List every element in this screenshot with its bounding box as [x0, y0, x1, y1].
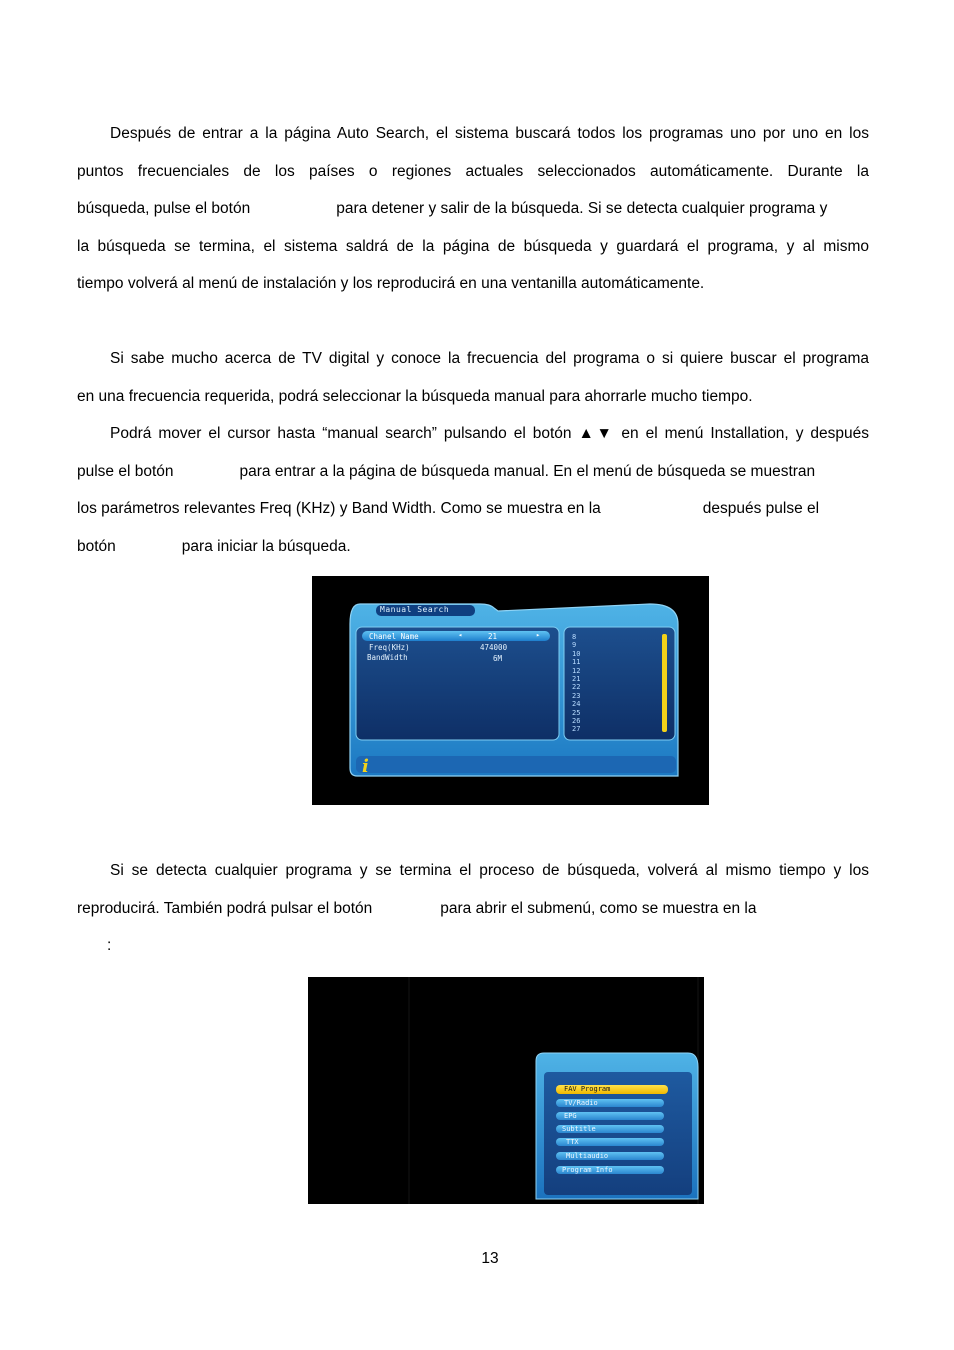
text-fragment: para entrar a la página de búsqueda manual. En el menú de búsqueda se muestran — [239, 462, 816, 480]
text-fragment: para iniciar la búsqueda. — [181, 537, 351, 555]
submenu-item-ttx[interactable]: TTX — [566, 1138, 579, 1146]
text-line: la búsqueda se termina, el sistema saldrá de la página de búsqueda y guardará el programa, y al mismo — [77, 237, 869, 255]
text-line: puntos frecuenciales de los países o regiones actuales seleccionados automáticamente. Durante la — [77, 162, 869, 180]
submenu-screenshot — [308, 977, 704, 1204]
channel-list-item[interactable]: 21 — [572, 675, 581, 684]
manual-search-panel — [312, 576, 709, 805]
paragraph-submenu — [77, 852, 869, 965]
info-i-icon[interactable]: i — [362, 756, 369, 777]
channel-list — [572, 633, 580, 734]
channel-list-item[interactable]: 26 — [572, 717, 581, 726]
text-line — [77, 490, 869, 528]
text-line: : — [107, 937, 112, 954]
submenu-panel — [308, 977, 704, 1204]
text-line: en una frecuencia requerida, podrá seleccionar la búsqueda manual para ahorrarle mucho tiempo. — [77, 387, 753, 405]
screen-title-part: Search — [417, 605, 450, 614]
text-fragment: pulse el botón — [77, 462, 174, 480]
text-line: Podrá mover el cursor hasta “manual search” pulsando el botón ▲▼ en el menú Installation, y después — [110, 425, 869, 442]
channel-list-item[interactable]: 25 — [572, 708, 581, 717]
row-bandwidth-label: BandWidth — [367, 653, 408, 662]
text-line: Si sabe mucho acerca de TV digital y conoce la frecuencia del programa o si quiere buscar el programa — [110, 350, 869, 367]
channel-list-item[interactable]: 27 — [572, 725, 581, 734]
submenu-item-epg[interactable]: EPG — [564, 1112, 577, 1120]
screen-title-part: Manual — [380, 605, 412, 614]
channel-list-item[interactable]: 8 — [572, 633, 577, 641]
arrow-left-icon[interactable]: ◂ — [458, 631, 463, 639]
text-line — [77, 890, 869, 928]
submenu-item-subtitle[interactable]: Subtitle — [562, 1125, 596, 1133]
submenu-item-tv-radio[interactable]: TV/Radio — [564, 1099, 598, 1107]
paragraph-manual-search-intro — [77, 340, 869, 415]
text-line — [77, 528, 869, 566]
page-number: 13 — [481, 1250, 499, 1267]
text-fragment: para abrir el submenú, como se muestra en la — [440, 899, 757, 917]
text-fragment: después pulse el — [702, 500, 820, 517]
row-bandwidth-value[interactable]: 6M — [493, 654, 503, 663]
submenu-item-fav-program[interactable]: FAV Program — [564, 1085, 611, 1093]
channel-list-item[interactable]: 23 — [572, 691, 581, 700]
row-channel-name-value[interactable]: 21 — [488, 632, 498, 641]
channel-list-item[interactable]: 12 — [572, 666, 581, 675]
text-fragment: para detener y salir de la búsqueda. Si se detecta cualquier programa y — [336, 200, 828, 217]
arrow-right-icon[interactable]: ▸ — [536, 631, 541, 639]
paragraph-auto-search — [77, 115, 869, 303]
paragraph-manual-search-steps — [77, 415, 869, 565]
channel-list-item[interactable]: 11 — [572, 658, 581, 667]
submenu-item-program-info[interactable]: Program Info — [562, 1166, 613, 1174]
channel-list-item[interactable]: 10 — [572, 649, 581, 658]
text-line: Si se detecta cualquier programa y se termina el proceso de búsqueda, volverá al mismo tiempo y los — [110, 862, 869, 879]
text-fragment: los parámetros relevantes Freq (KHz) y Band Width. Como se muestra en la — [77, 500, 601, 517]
text-line — [77, 190, 869, 228]
screen-title — [380, 605, 449, 614]
submenu-item-multiaudio[interactable]: Multiaudio — [566, 1152, 609, 1160]
channel-list-item[interactable]: 9 — [572, 641, 577, 650]
manual-search-screenshot — [312, 576, 709, 805]
text-line: Después de entrar a la página Auto Search, el sistema buscará todos los programas uno por uno en los — [110, 125, 869, 142]
scrollbar — [662, 634, 667, 732]
text-fragment: búsqueda, pulse el botón — [77, 200, 251, 217]
text-fragment: reproducirá. También podrá pulsar el botón — [77, 899, 373, 917]
text-fragment: botón — [77, 537, 116, 555]
text-line — [77, 453, 869, 491]
text-line: tiempo volverá al menú de instalación y los reproducirá en una ventanilla automáticamente. — [77, 275, 705, 292]
row-freq-label: Freq(KHz) — [369, 643, 410, 652]
row-freq-value[interactable]: 474000 — [480, 643, 508, 652]
channel-list-item[interactable]: 24 — [572, 700, 581, 709]
channel-list-item[interactable]: 22 — [572, 683, 581, 692]
row-channel-name-label: Chanel Name — [369, 632, 419, 641]
